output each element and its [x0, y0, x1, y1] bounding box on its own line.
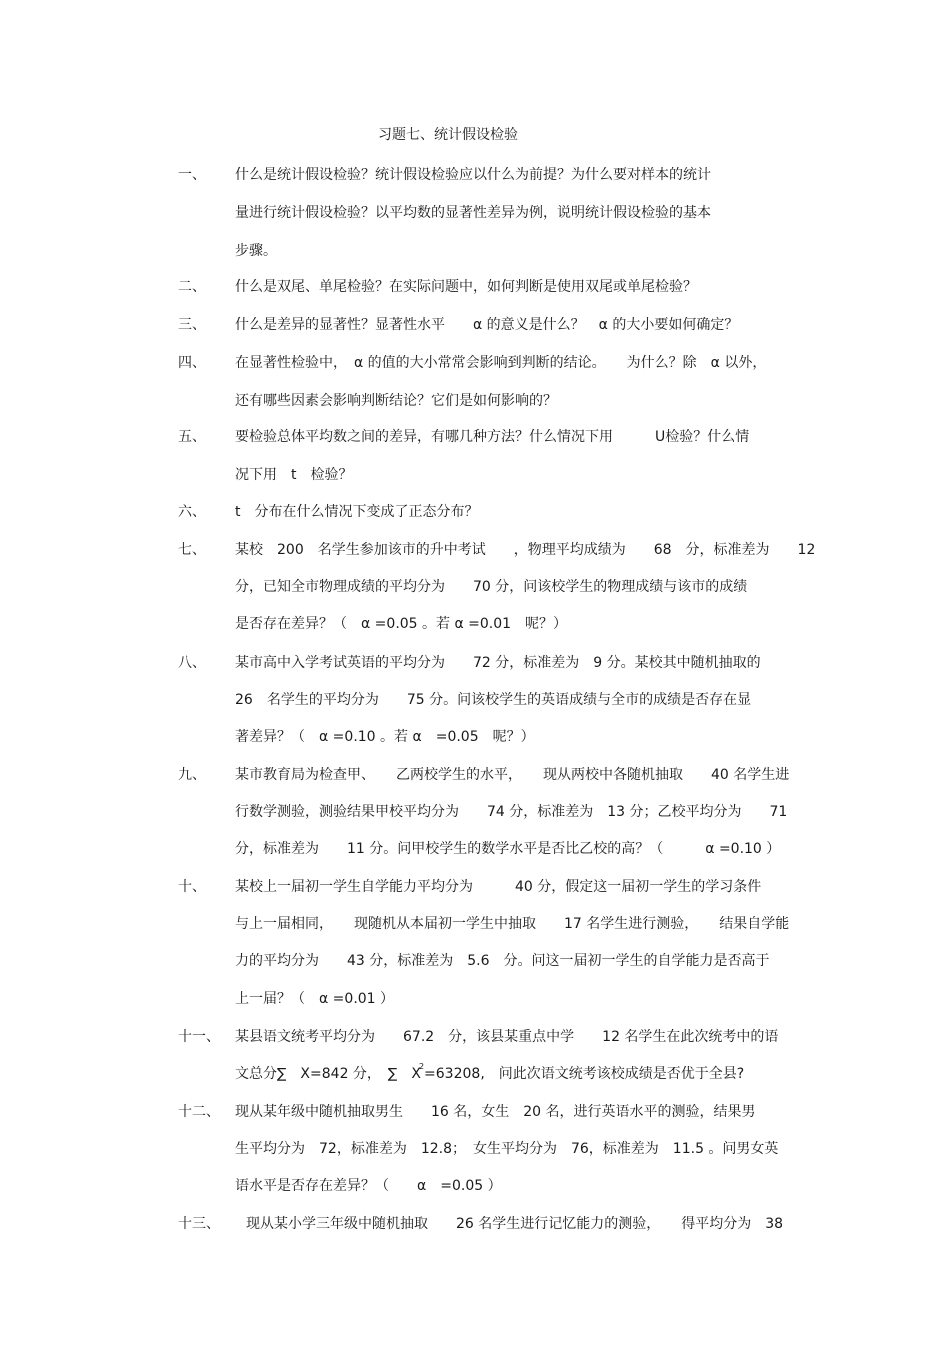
question-text-line: 现从某年级中随机抽取男生 16 名，女生 20 名，进行英语水平的测验，结果男 [235, 1104, 756, 1120]
question-text-line: 著差异？（ α =0.10 。若 α =0.05 呢？） [235, 729, 535, 745]
question-text-line: 语水平是否存在差异？（ α =0.05 ） [235, 1178, 502, 1194]
question-text-line: 26 名学生的平均分为 75 分。问该校学生的英语成绩与全市的成绩是否存在显 [235, 692, 752, 708]
question-number: 九、 [178, 767, 206, 783]
question-text-line: 在显著性检验中， α 的值的大小常常会影响到判断的结论。 为什么？除 α 以外， [235, 355, 767, 371]
question-text-line: 什么是统计假设检验？统计假设检验应以什么为前提？为什么要对样本的统计 [235, 167, 711, 183]
question-text-line: 什么是双尾、单尾检验？在实际问题中，如何判断是使用双尾或单尾检验？ [235, 279, 697, 295]
question-text-line: 力的平均分为 43 分，标准差为 5.6 分。问这一届初一学生的自学能力是否高于 [235, 953, 770, 969]
question-text-line: 量进行统计假设检验？以平均数的显著性差异为例，说明统计假设检验的基本 [235, 205, 711, 221]
question-text-line: 况下用 t 检验？ [235, 467, 353, 483]
question-text-line: 某校 200 名学生参加该市的升中考试 ，物理平均成绩为 68 分，标准差为 12 [235, 542, 816, 558]
question-text-line: 要检验总体平均数之间的差异，有哪几种方法？什么情况下用 U检验？什么情 [235, 429, 750, 445]
question-text-line: 上一届？（ α =0.01 ） [235, 991, 395, 1007]
question-text-line: 现从某小学三年级中随机抽取 26 名学生进行记忆能力的测验， 得平均分为 38 [246, 1216, 784, 1232]
question-text-line: 分，已知全市物理成绩的平均分为 70 分，问该校学生的物理成绩与该市的成绩 [235, 579, 748, 595]
question-text-line: 行数学测验，测验结果甲校平均分为 74 分，标准差为 13 分；乙校平均分为 71 [235, 804, 788, 820]
question-text-line: 某市教育局为检查甲、 乙两校学生的水平， 现从两校中各随机抽取 40 名学生进 [235, 767, 790, 783]
question-text-line [235, 1063, 744, 1083]
question-text-line: 与上一届相同， 现随机从本届初一学生中抽取 17 名学生进行测验， 结果自学能 [235, 916, 790, 932]
sum-expression-tail: =63208, 问此次语文统考该校成绩是否优于全县? [424, 1066, 745, 1082]
question-text-line: 某校上一届初一学生自学能力平均分为 40 分，假定这一届初一学生的学习条件 [235, 879, 762, 895]
question-text-line: 是否存在差异？（ α =0.05 。若 α =0.01 呢？） [235, 616, 568, 632]
question-text-line: 某市高中入学考试英语的平均分为 72 分，标准差为 9 分。某校其中随机抽取的 [235, 655, 761, 671]
question-number: 七、 [178, 542, 206, 558]
question-number: 四、 [178, 355, 206, 371]
superscript-2: 2 [418, 1062, 425, 1072]
question-text-line: 什么是差异的显著性？显著性水平 α 的意义是什么？ α 的大小要如何确定？ [235, 317, 739, 333]
question-number: 五、 [178, 429, 206, 445]
page-title: 习题七、统计假设检验 [378, 127, 518, 143]
question-text-line: 分，标准差为 11 分。问甲校学生的数学水平是否比乙校的高？（ α =0.10 ） [235, 841, 781, 857]
question-number: 十一、 [178, 1029, 220, 1045]
question-number: 三、 [178, 317, 206, 333]
question-number: 二、 [178, 279, 206, 295]
question-text-line: 某县语文统考平均分为 67.2 分，该县某重点中学 12 名学生在此次统考中的语 [235, 1029, 779, 1045]
question-number: 十二、 [178, 1104, 220, 1120]
question-number: 六、 [178, 504, 206, 520]
question-text-line: 还有哪些因素会影响判断结论？它们是如何影响的？ [235, 393, 557, 409]
sum-expression: 文总分∑ X=842 分， ∑ X [235, 1066, 421, 1082]
question-number: 十三、 [178, 1216, 220, 1232]
question-text-line: 生平均分为 72，标准差为 12.8； 女生平均分为 76，标准差为 11.5 。问男女英 [235, 1141, 779, 1157]
question-text-line: t 分布在什么情况下变成了正态分布？ [235, 504, 479, 520]
question-number: 十、 [178, 879, 206, 895]
question-number: 一、 [178, 167, 206, 183]
question-text-line: 步骤。 [235, 243, 277, 259]
question-number: 八、 [178, 655, 206, 671]
